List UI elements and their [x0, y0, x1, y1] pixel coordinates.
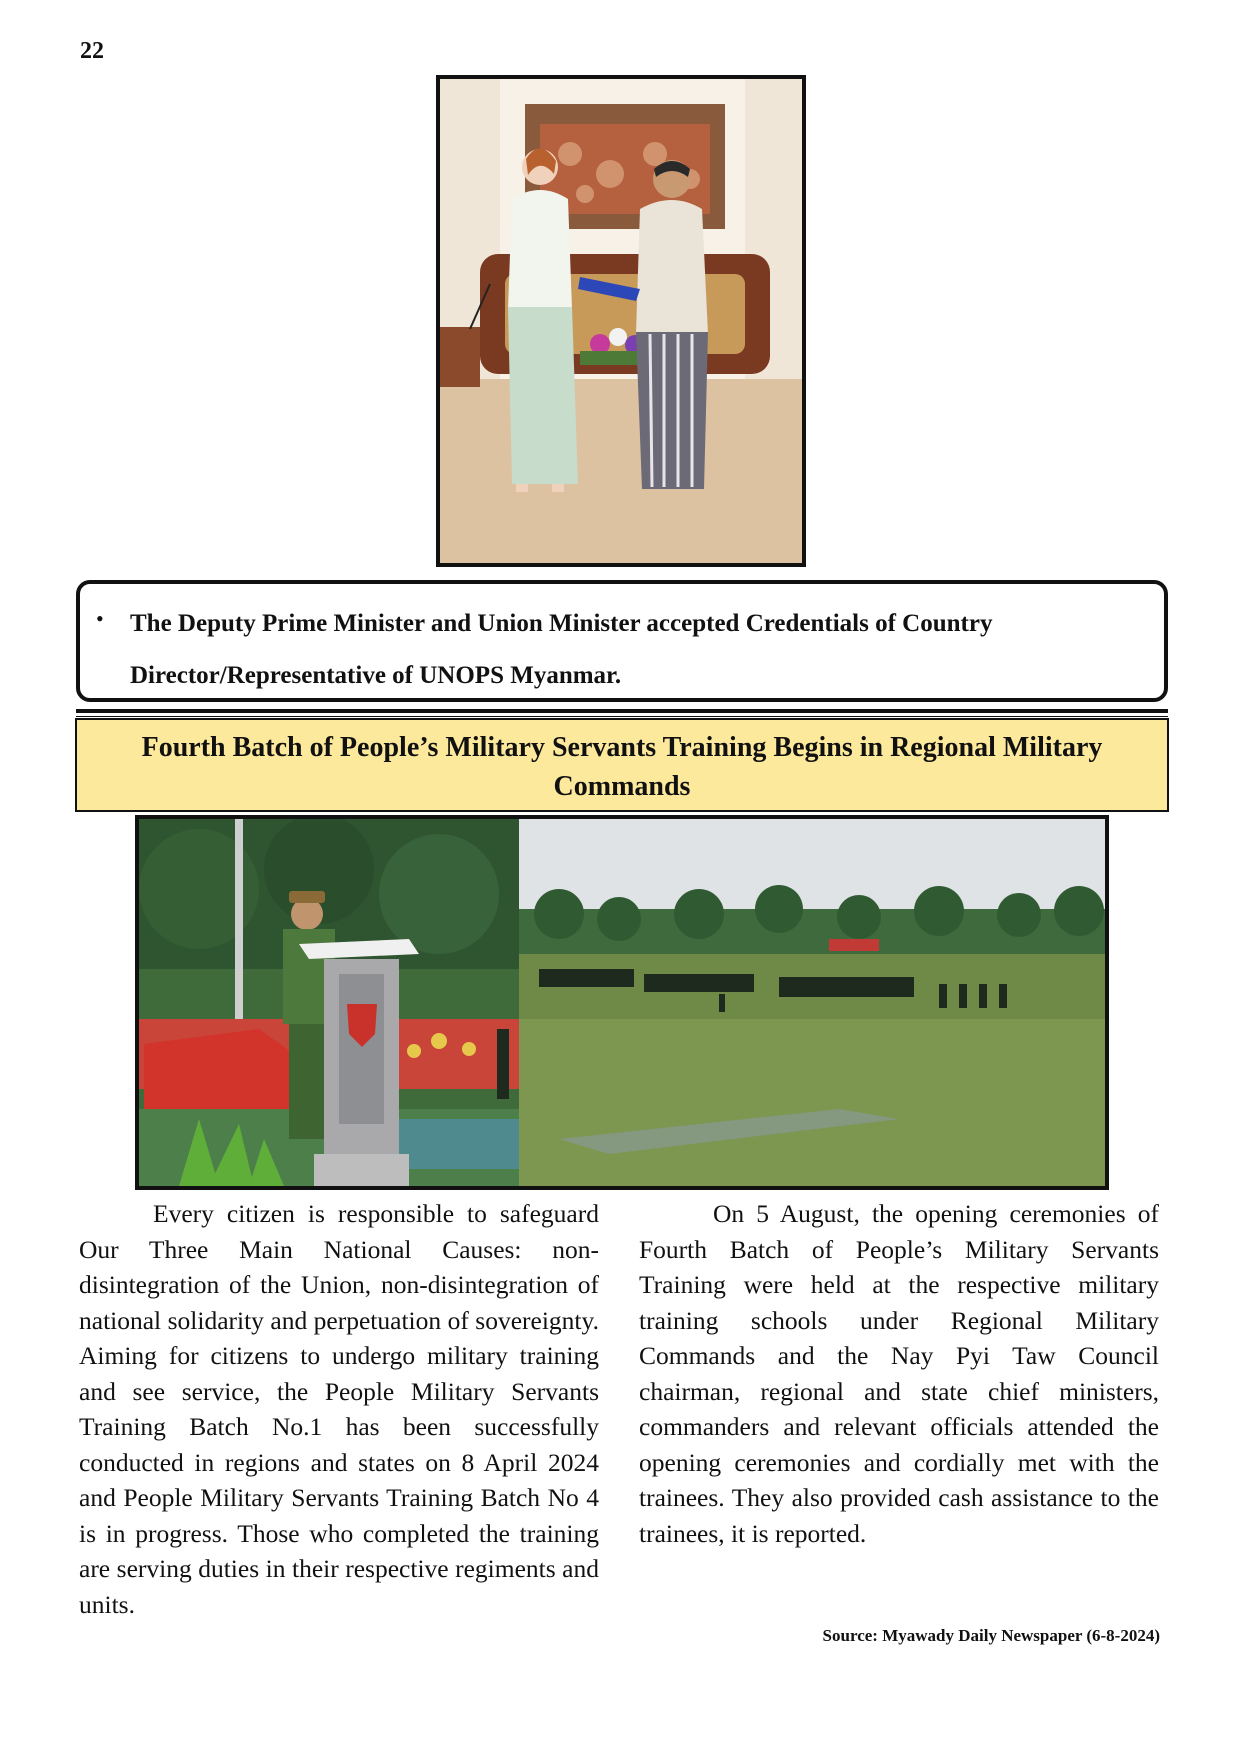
caption-bullet: • [96, 606, 104, 631]
article-paragraph-left: Every citizen is responsible to safeguard Our Three Main National Causes: non-disintegration of the Union, non-disintegration of national solidarity and perpetuation of sovereignty. Aiming for citizens to undergo military training and see service, the People Military Servants Training Batch No.1 has been successfully conducted in regions and states on 8 April 2024 and People Military Servants Training Batch No 4 is in progress. Those who completed the training are serving duties in their respective regiments and units. [79, 1199, 599, 1619]
credentials-photo-illustration [440, 79, 802, 563]
article-source: Source: Myawady Daily Newspaper (6-8-2024) [822, 1626, 1160, 1645]
credentials-photo [436, 75, 806, 567]
caption-text: The Deputy Prime Minister and Union Minister accepted Credentials of Country Director/Representative of UNOPS Myanmar. [130, 610, 993, 689]
section-divider [76, 709, 1168, 713]
article-headline-box [75, 718, 1169, 812]
training-ceremony-photo [135, 815, 1109, 1190]
article-headline: Fourth Batch of People’s Military Servants Training Begins in Regional Military Commands [141, 732, 1103, 802]
article-paragraph-right: On 5 August, the opening ceremonies of Fourth Batch of People’s Military Servants Training were held at the respective military training schools under Regional Military Commands and the Nay Pyi Taw Council chairman, regional and state chief ministers, commanders and relevant officials attended the opening ceremonies and cordially met with the trainees. They also provided cash assistance to the trainees, it is reported. [639, 1199, 1159, 1548]
article-body-left [79, 1196, 599, 1622]
photo-caption-box [76, 580, 1168, 702]
section-divider-thin [76, 716, 1168, 717]
training-ceremony-illustration [139, 819, 1105, 1186]
page-number: 22 [80, 38, 104, 64]
article-body-right [639, 1196, 1159, 1551]
